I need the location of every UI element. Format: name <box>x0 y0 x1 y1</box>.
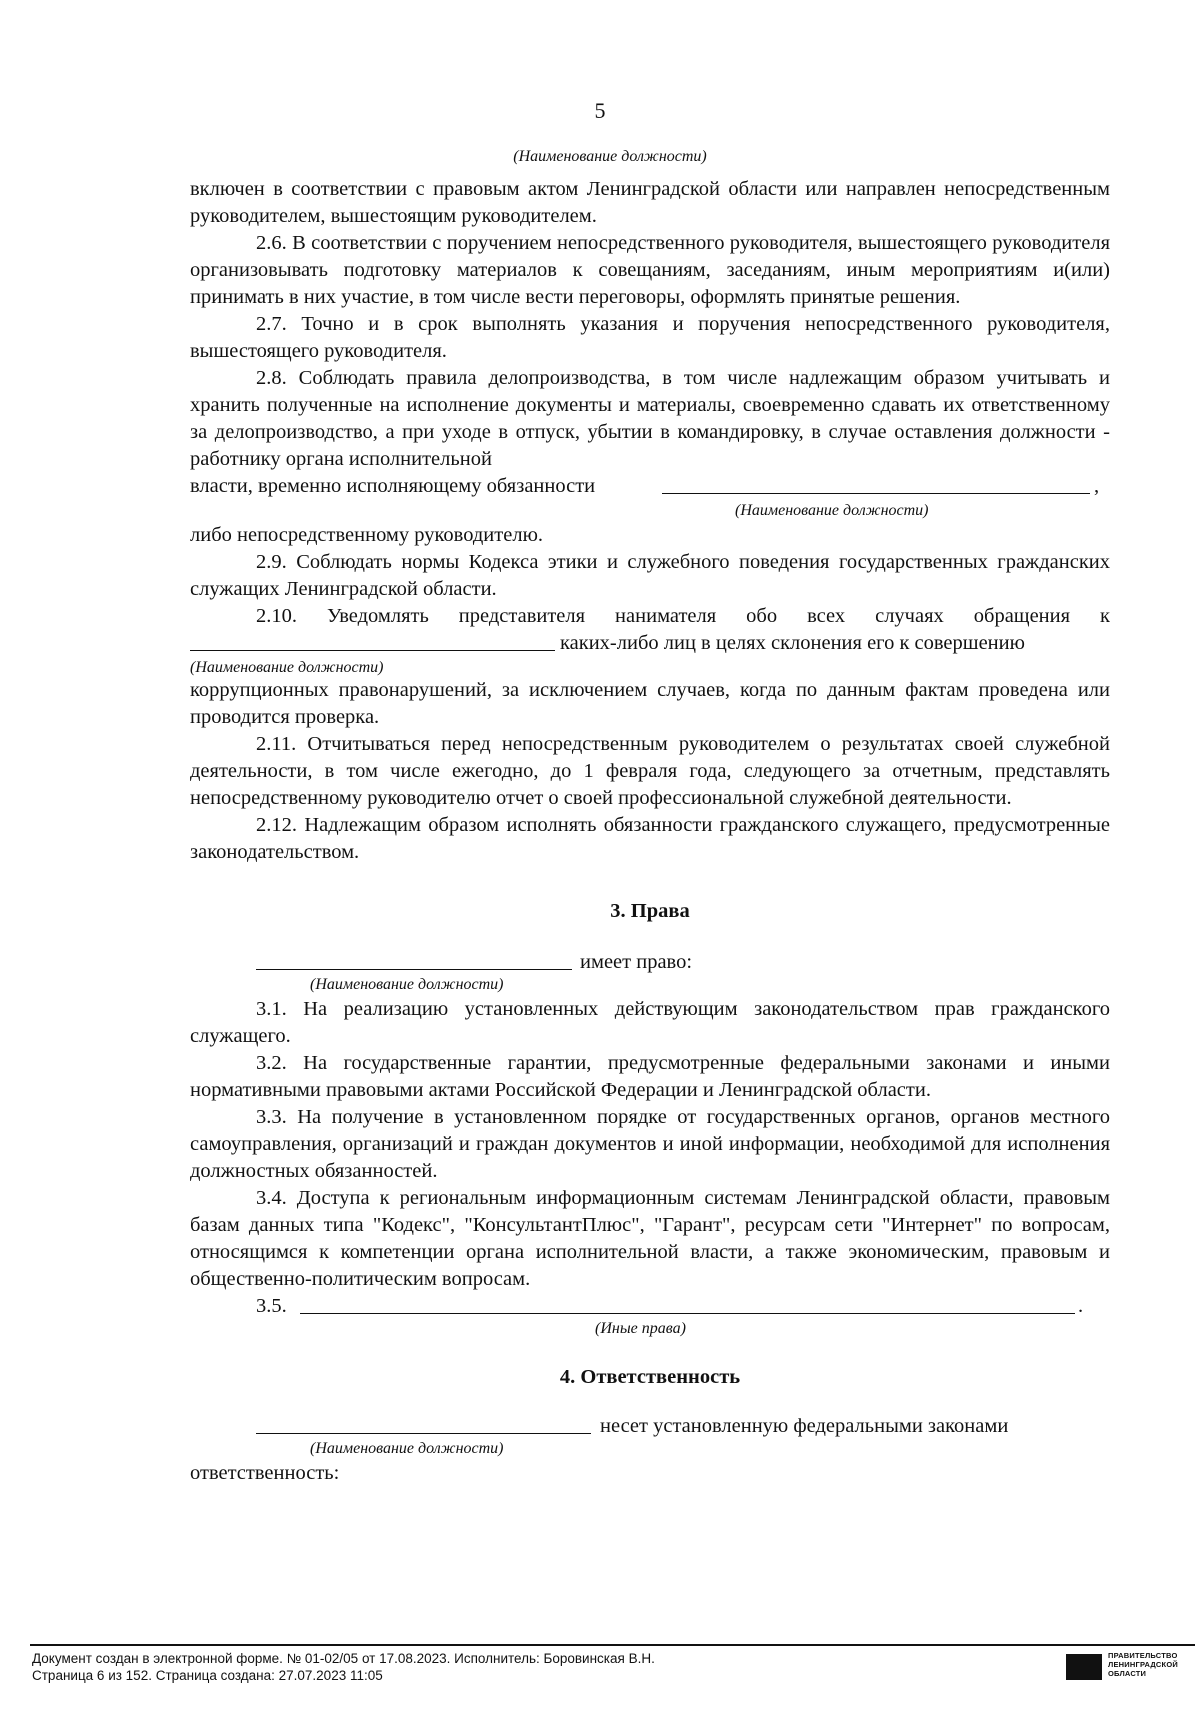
paragraph-2-10-line1: 2.10. Уведомлять представителя нанимателя обо всех случаях обращения к <box>256 605 1110 627</box>
paragraph-3-5-label: 3.5. <box>256 1295 287 1317</box>
responsibility-tail: ответственность: <box>190 1462 340 1484</box>
caption-row-3 <box>190 976 1110 996</box>
document-footer <box>32 1650 655 1684</box>
paragraph-2-8: 2.8. Соблюдать правила делопроизводства, в том числе надлежащим образом учитывать и хранить полученные на исполнение документы и материалы, своевременно сдавать их ответственному за делопроизводство, а при уходе в отпуск, убытии в командировку, в случае оставления должности - работнику органа исполнительной <box>190 367 1110 470</box>
footer-line-2: Страница 6 из 152. Страница создана: 27.07.2023 11:05 <box>32 1668 383 1683</box>
emblem-icon <box>1066 1654 1102 1680</box>
paragraph-2-8-last-line <box>190 473 1110 500</box>
paragraph-2-10-line2 <box>190 630 1110 657</box>
paragraph-3-5-line <box>190 1293 1110 1320</box>
caption-row-4 <box>190 1440 1110 1460</box>
logo-line-1: ПРАВИТЕЛЬСТВО <box>1108 1651 1178 1660</box>
heading-responsibility: 4. Ответственность <box>559 1366 741 1388</box>
government-logo <box>1066 1650 1196 1686</box>
caption-2-10: (Наименование должности) <box>190 659 384 676</box>
paragraph-3-2: 3.2. На государственные гарантии, предусмотренные федеральными законами и иными нормативными правовыми актами Российской Федерации и Ленинградской области. <box>190 1052 1110 1101</box>
page-number: 5 <box>594 98 606 123</box>
caption-4: (Наименование должности) <box>310 1440 504 1457</box>
caption-2-8: (Наименование должности) <box>735 502 929 519</box>
paragraph-2-7: 2.7. Точно и в срок выполнять указания и поручения непосредственного руководителя, вышестоящего руководителя. <box>190 313 1110 362</box>
paragraph-2-10-text: каких-либо лиц в целях склонения его к совершению <box>560 632 1025 654</box>
paragraph-2-11: 2.11. Отчитываться перед непосредственным руководителем о результатах своей служебной деятельности, в том числе ежегодно, до 1 февраля года, следующего за отчетным, представлять непосредственному руководителю отчет о своей профессиональной служебной деятельности. <box>190 733 1110 809</box>
caption-row-3-5 <box>190 1320 1110 1340</box>
paragraph-3-5-end: . <box>1078 1295 1084 1317</box>
paragraph-3-3: 3.3. На получение в установленном порядке от государственных органов, органов местного самоуправления, организаций и граждан документов и иной информации, необходимой для исполнения должностных обязанностей. <box>190 1106 1110 1182</box>
paragraph-3-4: 3.4. Доступа к региональным информационным системам Ленинградской области, правовым базам данных типа "Кодекс", "КонсультантПлюс", "Гарант", ресурсам сети "Интернет" по вопросам, относящимся к компетенции органа исполнительной власти, а также экономическим, правовым и общественно-политическим вопросам. <box>190 1187 1110 1290</box>
blank-position-field <box>256 1415 591 1434</box>
logo-line-3: ОБЛАСТИ <box>1108 1669 1147 1678</box>
comma: , <box>1094 475 1100 497</box>
rights-intro-text: имеет право: <box>580 951 693 973</box>
caption-row-2-10 <box>190 657 1110 677</box>
logo-line-2: ЛЕНИНГРАДСКОЙ <box>1108 1660 1178 1669</box>
rights-intro-line <box>190 949 1110 976</box>
blank-other-rights-field <box>300 1295 1075 1314</box>
footer-divider <box>30 1644 1195 1646</box>
paragraph-2-10-tail: коррупционных правонарушений, за исключением случаев, когда по данным фактам проведена или проводится проверка. <box>190 679 1110 728</box>
blank-position-field <box>662 475 1090 494</box>
caption-row-2-8 <box>190 500 1110 522</box>
paragraph-2-8-text: власти, временно исполняющему обязанности <box>190 475 596 497</box>
paragraph-2-9: 2.9. Соблюдать нормы Кодекса этики и служебного поведения государственных гражданских служащих Ленинградской области. <box>190 551 1110 600</box>
blank-position-field <box>190 632 555 651</box>
paragraph-intro: включен в соответствии с правовым актом Ленинградской области или направлен непосредственным руководителем, вышестоящим руководителем. <box>190 178 1110 227</box>
heading-rights: 3. Права <box>610 900 690 922</box>
paragraph-3-1: 3.1. На реализацию установленных действующим законодательством прав гражданского служащего. <box>190 998 1110 1047</box>
blank-position-field <box>256 951 572 970</box>
responsibility-intro-text: несет установленную федеральными законами <box>600 1415 1009 1437</box>
responsibility-intro-line <box>190 1413 1110 1440</box>
paragraph-2-12: 2.12. Надлежащим образом исполнять обязанности гражданского служащего, предусмотренные законодательством. <box>190 814 1110 863</box>
logo-text <box>1108 1651 1178 1678</box>
document-body <box>190 148 1110 1487</box>
caption-3-5: (Иные права) <box>595 1320 686 1337</box>
paragraph-2-8-tail: либо непосредственному руководителю. <box>190 524 544 546</box>
paragraph-2-6: 2.6. В соответствии с поручением непосредственного руководителя, вышестоящего руководителя организовывать подготовку материалов к совещаниям, заседаниям, иным мероприятиям и(или) принимать в них участие, в том числе вести переговоры, оформлять принятые решения. <box>190 232 1110 308</box>
footer-line-1: Документ создан в электронной форме. № 01-02/05 от 17.08.2023. Исполнитель: Боровинская В.Н. <box>32 1651 655 1666</box>
caption-3: (Наименование должности) <box>310 976 504 993</box>
caption-position-title: (Наименование должности) <box>513 148 707 165</box>
